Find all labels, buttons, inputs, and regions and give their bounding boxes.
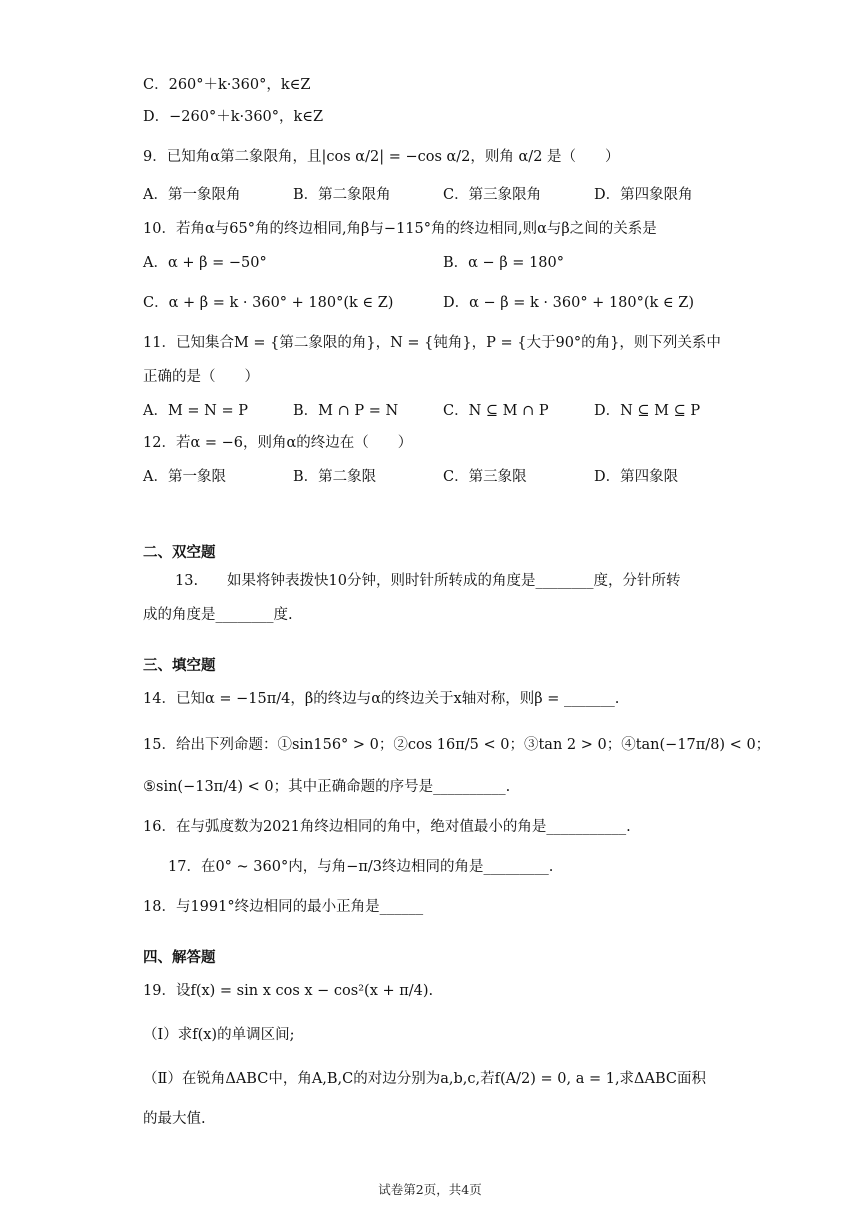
question-17: 17．在0° ~ 360°内，与角−π/3终边相同的角是_________. [168, 859, 554, 875]
question-12: 12．若α = −6，则角α的终边在（ ） [143, 435, 413, 451]
q11-option-b: B．M ∩ P = N [293, 403, 399, 419]
q12-option-c: C．第三象限 [443, 469, 527, 485]
page-footer: 试卷第2页，共4页 [378, 1182, 482, 1197]
question-14: 14．已知α = −15π/4，β的终边与α的终边关于x轴对称，则β = _______. [143, 691, 620, 707]
question-13-line2: 成的角度是________度. [143, 607, 293, 623]
question-11-line1: 11．已知集合M = {第二象限的角}，N = {钝角}，P = {大于90°的角}，则下列关系中 [143, 335, 721, 351]
section-heading-4: 四、解答题 [143, 950, 216, 966]
question-19: 19．设f(x) = sin x cos x − cos²(x + π/4). [143, 983, 434, 999]
q12-option-b: B．第二象限 [293, 469, 377, 485]
q12-option-d: D．第四象限 [594, 469, 679, 485]
q9-option-a: A．第一象限角 [143, 187, 241, 203]
question-15-line2: ⑤sin(−13π/4) < 0；其中正确命题的序号是__________. [143, 779, 511, 795]
q12-option-a: A．第一象限 [143, 469, 226, 485]
q9-option-d: D．第四象限角 [594, 187, 693, 203]
q10-option-a: A．α + β = −50° [143, 255, 267, 271]
q9-option-c: C．第三象限角 [443, 187, 542, 203]
section-heading-2: 二、双空题 [143, 545, 216, 561]
option-d-prev: D．−260°＋k·360°，k∈Z [143, 109, 324, 125]
question-18: 18．与1991°终边相同的最小正角是______ [143, 899, 424, 915]
q11-option-d: D．N ⊆ M ⊆ P [594, 403, 701, 419]
question-13-line1: 13. 如果将钟表拨快10分钟，则时针所转成的角度是________度，分针所转 [175, 573, 681, 589]
q10-option-d: D．α − β = k · 360° + 180°(k ∈ Z) [443, 295, 694, 311]
section-heading-3: 三、填空题 [143, 658, 216, 674]
option-c-prev: C．260°＋k·360°，k∈Z [143, 77, 311, 93]
question-19-part2-cont: 的最大值. [143, 1111, 206, 1127]
question-9: 9．已知角α第二象限角，且|cos α/2| = −cos α/2，则角 α/2 是（ ） [143, 149, 620, 165]
question-11-line2: 正确的是（ ） [143, 369, 259, 385]
question-19-part2: （Ⅱ）在锐角ΔABC中，角A,B,C的对边分别为a,b,c,若f(A/2) = 0, a = 1,求ΔABC面积 [143, 1071, 707, 1087]
q9-option-b: B．第二象限角 [293, 187, 391, 203]
q11-option-a: A．M = N = P [143, 403, 248, 419]
question-19-part1: （Ⅰ）求f(x)的单调区间; [143, 1027, 295, 1043]
q10-option-c: C．α + β = k · 360° + 180°(k ∈ Z) [143, 295, 394, 311]
q10-option-b: B．α − β = 180° [443, 255, 564, 271]
question-16: 16．在与弧度数为2021角终边相同的角中，绝对值最小的角是___________. [143, 819, 631, 835]
question-15-line1: 15．给出下列命题：①sin156° > 0；②cos 16π/5 < 0；③tan 2 > 0；④tan(−17π/8) < 0； [143, 737, 771, 753]
question-10: 10．若角α与65°角的终边相同,角β与−115°角的终边相同,则α与β之间的关系是 [143, 221, 657, 237]
q11-option-c: C．N ⊆ M ∩ P [443, 403, 549, 419]
